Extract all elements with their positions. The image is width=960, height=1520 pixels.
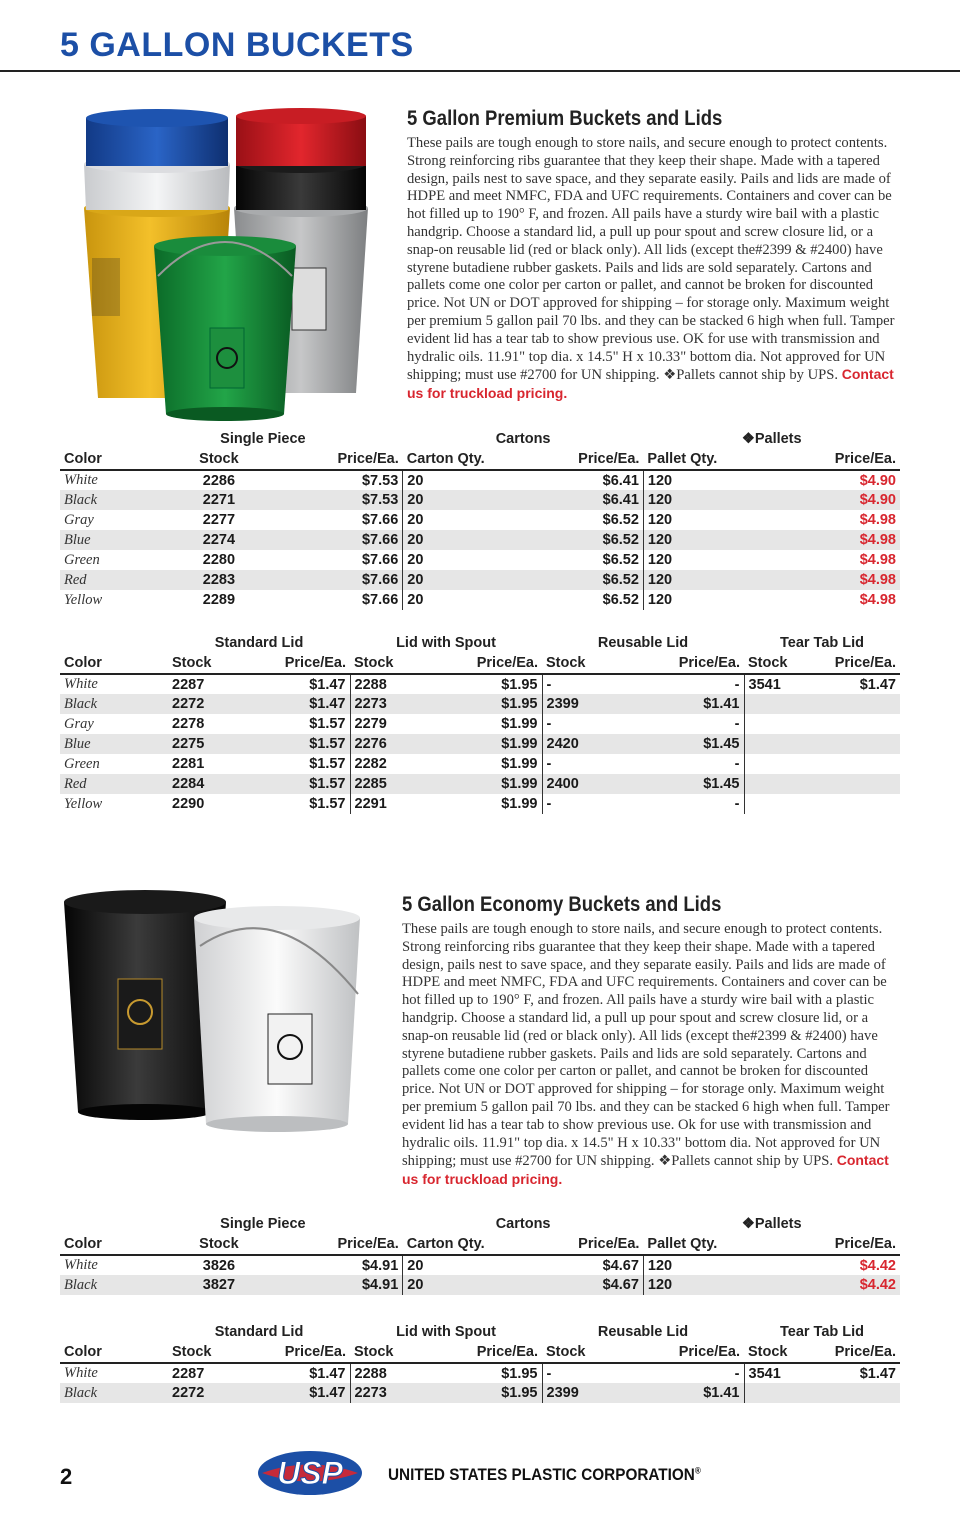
- cell-teartab-stock: 3541: [748, 1365, 781, 1382]
- col-carton-qty: Carton Qty.: [403, 1234, 517, 1255]
- cell-color: Black: [60, 1275, 162, 1295]
- cell-pallet-qty: 120: [647, 1257, 673, 1274]
- cell-price: $7.53: [276, 490, 403, 510]
- cell-std-price: $1.57: [248, 774, 350, 794]
- group-lid-with-spout: Lid with Spout: [396, 1323, 496, 1340]
- cell-pallet-qty: 120: [643, 570, 757, 590]
- cell-price: $4.91: [276, 1255, 403, 1275]
- cell-pallet-price: $4.90: [757, 490, 900, 510]
- cell-carton-qty: 20: [407, 592, 424, 608]
- cell-spout-stock: 2288: [354, 676, 387, 693]
- cell-stock: 2286: [202, 472, 236, 489]
- cell-reusable-stock: 2400: [542, 774, 628, 794]
- col-pallet-qty: Pallet Qty.: [643, 1234, 757, 1255]
- cell-carton-price: $6.41: [516, 490, 643, 510]
- cell-stock: 2271: [162, 490, 276, 510]
- col-std-price: Price/Ea.: [248, 1342, 350, 1363]
- cell-pallet-price: $4.98: [859, 592, 896, 608]
- cell-color: Black: [60, 694, 168, 714]
- page-title: 5 GALLON BUCKETS: [60, 26, 414, 64]
- cell-spout-price: $1.99: [430, 714, 542, 734]
- cell-spout-price: $1.99: [430, 734, 542, 754]
- cell-price: $7.66: [276, 550, 403, 570]
- group-pallets: ❖Pallets: [741, 1215, 802, 1232]
- table-row: [60, 1275, 900, 1295]
- cell-pallet-price: $4.98: [757, 530, 900, 550]
- cell-spout-price: $1.95: [430, 1363, 542, 1383]
- cell-teartab-price: [826, 1383, 900, 1403]
- cell-reusable-price: -: [628, 794, 744, 814]
- cell-carton-price: $6.52: [516, 510, 643, 530]
- cell-pallet-price: $4.98: [859, 512, 896, 528]
- cell-carton-qty: 20: [407, 472, 424, 489]
- cell-pallet-price: $4.90: [859, 472, 896, 489]
- table-row: [60, 674, 900, 694]
- cell-std-price: $1.57: [248, 734, 350, 754]
- group-tear-tab-lid: Tear Tab Lid: [779, 1323, 865, 1340]
- cell-color: White: [64, 472, 98, 488]
- col-spout-price: Price/Ea.: [430, 1342, 542, 1363]
- cell-std-stock: 2272: [168, 1383, 248, 1403]
- cell-carton-qty: 20: [403, 490, 517, 510]
- cell-std-price: $1.57: [248, 794, 350, 814]
- cell-spout-stock: 2279: [354, 716, 387, 732]
- group-standard-lid: Standard Lid: [214, 634, 304, 651]
- cell-spout-stock: 2282: [354, 756, 387, 772]
- cell-teartab-stock: 3541: [748, 676, 781, 693]
- group-reusable-lid: Reusable Lid: [597, 1323, 689, 1340]
- cell-price: $7.53: [276, 470, 403, 490]
- table-row: [60, 490, 900, 510]
- cell-std-price: $1.47: [248, 1363, 350, 1383]
- cell-spout-stock: 2285: [350, 774, 430, 794]
- cell-pallet-qty: 120: [647, 592, 673, 608]
- cell-std-stock: 2272: [168, 694, 248, 714]
- col-carton-price: Price/Ea.: [516, 1234, 643, 1255]
- table-row: [60, 510, 900, 530]
- col-teartab-stock: Stock: [744, 1342, 826, 1363]
- col-reusable-stock: Stock: [542, 653, 628, 674]
- cell-color: Blue: [60, 530, 162, 550]
- cell-pallet-qty: 120: [647, 552, 673, 568]
- cell-carton-price: $6.52: [516, 590, 643, 610]
- cell-stock: 2277: [202, 512, 236, 528]
- economy-description: [402, 921, 899, 1190]
- cell-std-stock: 2275: [168, 734, 248, 754]
- cell-carton-qty: 20: [403, 530, 517, 550]
- col-pallet-price: Price/Ea.: [757, 1234, 900, 1255]
- cell-pallet-price: $4.98: [757, 570, 900, 590]
- col-teartab-price: Price/Ea.: [826, 653, 900, 674]
- cell-color: White: [64, 1365, 98, 1381]
- cell-pallet-price: $4.42: [757, 1275, 900, 1295]
- cell-reusable-price: $1.41: [628, 1383, 744, 1403]
- cell-stock: 2280: [202, 552, 236, 568]
- cell-std-price: $1.47: [248, 1383, 350, 1403]
- col-color: Color: [60, 449, 162, 470]
- cell-reusable-stock: -: [546, 1365, 552, 1382]
- col-color: Color: [60, 653, 168, 674]
- economy-lid-rows: [60, 1363, 900, 1403]
- premium-contact-link[interactable]: Contact us for truckload pricing.: [407, 366, 894, 402]
- cell-pallet-price: $4.98: [859, 552, 896, 568]
- title-divider: [0, 70, 960, 72]
- cell-carton-price: $4.67: [516, 1255, 643, 1275]
- usp-logo-text: USP: [277, 1455, 343, 1491]
- cell-carton-qty: 20: [407, 1257, 424, 1274]
- premium-heading: 5 Gallon Premium Buckets and Lids: [407, 107, 723, 130]
- economy-bucket-table: [60, 1213, 900, 1295]
- cell-teartab-price: [826, 754, 900, 774]
- col-spout-price: Price/Ea.: [430, 653, 542, 674]
- cell-price: $4.91: [276, 1275, 403, 1295]
- cell-color: Black: [60, 1383, 168, 1403]
- cell-price: $7.66: [276, 530, 403, 550]
- cell-stock: 3827: [162, 1275, 276, 1295]
- table-row: [60, 530, 900, 550]
- cell-color: Green: [64, 755, 100, 772]
- group-standard-lid: Standard Lid: [214, 1323, 304, 1340]
- cell-reusable-stock: -: [546, 716, 552, 732]
- premium-description-text: These pails are tough enough to store nails, and secure enough to protect contents. Strong reinforcing ribs guarantee that they keep their shape. Made with a tapered design, pails nest to save space, and they separate easily. Pails and lids are made of HDPE and meet NMFC, FDA and UFC requirements. Containers and cover can be hot filled up to 190° F, and frozen. All pails have a sturdy wire bail with a plastic handgrip. Choose a standard lid, a pull up pour spout and screw closure lid, or a snap-on reusable lid (red or black only). All lids (except the#2399 & #2400) have styrene butadiene rubber gaskets. Pails and lids are sold separately. Cartons and pallets come one color per carton or pallet, and cannot be broken for discounted price. Not UN or DOT approved for shipping – for storage only. Maximum weight per premium 5 gallon pail 70 lbs. and they can be stacked 6 high when full. Tamper evident lid has a tear tab to show previous use. OK for use with transmission and hydralic oils. 11.91" top dia. x 14.5" H x 10.33" bottom dia. Not approved for UN shipping; must use #2700 for UN shipping. ❖Pallets cannot ship by UPS.: [407, 135, 895, 384]
- col-teartab-price: Price/Ea.: [826, 1342, 900, 1363]
- table-row: [60, 470, 900, 490]
- cell-spout-stock: 2288: [354, 1365, 387, 1382]
- company-name-text: UNITED STATES PLASTIC CORPORATION: [388, 1465, 695, 1484]
- cell-reusable-stock: 2420: [542, 734, 628, 754]
- table-row: [60, 1383, 900, 1403]
- col-std-price: Price/Ea.: [248, 653, 350, 674]
- cell-spout-stock: 2291: [354, 796, 387, 812]
- cell-stock: 2283: [162, 570, 276, 590]
- premium-bucket-rows: [60, 470, 900, 610]
- cell-pallet-qty: 120: [647, 512, 673, 528]
- cell-stock: 2274: [162, 530, 276, 550]
- cell-std-price: $1.47: [248, 694, 350, 714]
- cell-carton-qty: 20: [407, 552, 424, 568]
- premium-lid-table: [60, 632, 900, 814]
- cell-teartab-price: [826, 734, 900, 754]
- cell-spout-price: $1.95: [430, 694, 542, 714]
- cell-carton-qty: 20: [407, 512, 424, 528]
- company-name: [388, 1465, 701, 1485]
- cell-color: Yellow: [64, 591, 103, 608]
- table-row: [60, 714, 900, 734]
- group-cartons: Cartons: [495, 1215, 551, 1232]
- cell-teartab-stock: [744, 754, 826, 774]
- cell-teartab-price: $1.47: [859, 676, 896, 693]
- cell-reusable-price: $1.41: [628, 694, 744, 714]
- cell-color: White: [64, 676, 98, 692]
- economy-bucket-rows: [60, 1255, 900, 1295]
- col-reusable-price: Price/Ea.: [628, 653, 744, 674]
- cell-spout-stock: 2273: [350, 694, 430, 714]
- cell-color: Gray: [64, 715, 94, 732]
- economy-contact-link[interactable]: Contact us for truckload pricing.: [402, 1152, 889, 1188]
- cell-teartab-stock: [744, 714, 826, 734]
- cell-price: $7.66: [276, 510, 403, 530]
- cell-teartab-price: [826, 794, 900, 814]
- cell-reusable-stock: -: [546, 756, 552, 772]
- cell-spout-stock: 2273: [350, 1383, 430, 1403]
- table-row: [60, 774, 900, 794]
- col-pallet-price: Price/Ea.: [757, 449, 900, 470]
- group-lid-with-spout: Lid with Spout: [396, 634, 496, 651]
- table-row: [60, 1363, 900, 1383]
- cell-teartab-stock: [744, 694, 826, 714]
- table-row: [60, 754, 900, 774]
- cell-reusable-price: -: [628, 754, 744, 774]
- cell-pallet-qty: 120: [643, 490, 757, 510]
- group-tear-tab-lid: Tear Tab Lid: [779, 634, 865, 651]
- cell-color: Red: [60, 774, 168, 794]
- cell-carton-price: $6.52: [516, 570, 643, 590]
- cell-std-stock: 2287: [172, 676, 205, 693]
- cell-std-price: $1.47: [248, 674, 350, 694]
- col-std-stock: Stock: [168, 1342, 248, 1363]
- cell-reusable-stock: -: [546, 676, 552, 693]
- cell-reusable-price: -: [628, 674, 744, 694]
- cell-std-stock: 2284: [168, 774, 248, 794]
- col-color: Color: [60, 1234, 162, 1255]
- group-cartons: Cartons: [495, 430, 551, 447]
- trademark-mark: ®: [694, 1465, 701, 1476]
- group-single-piece: Single Piece: [220, 430, 306, 447]
- cell-spout-price: $1.99: [430, 794, 542, 814]
- cell-reusable-stock: 2399: [542, 1383, 628, 1403]
- cell-stock: 3826: [202, 1257, 236, 1274]
- cell-spout-price: $1.95: [430, 674, 542, 694]
- group-single-piece: Single Piece: [220, 1215, 306, 1232]
- economy-lid-table: [60, 1321, 900, 1403]
- economy-description-text: These pails are tough enough to store nails, and secure enough to protect contents. Strong reinforcing ribs guarantee that they keep their shape. Made with a tapered design, pails nest to save space, and they separate easily. Pails and lids are made of HDPE and meet NMFC, FDA and UFC requirements. Containers and cover can be hot filled up to 190° F, and frozen. All pails have a sturdy wire bail with a plastic handgrip. Choose a standard lid, a pull up pour spout and screw closure lid, or a snap-on reusable lid (red or black only). All lids (except the#2399 & #2400) have styrene butadiene rubber gaskets. Pails and lids are sold separately. Cartons and pallets come one color per carton or pallet, and cannot be broken for discounted price. Not UN or DOT approved for shipping – for storage only. Maximum weight per premium 5 gallon pail 70 lbs. and they can be stacked 6 high when full. Tamper evident lid has a tear tab to show previous use. Ok for use with transmission and hydralic oils. 11.91" top dia. x 14.5" H x 10.33" bottom dia. Not approved for UN shipping; must use #2700 for UN shipping. ❖Pallets cannot ship by UPS.: [402, 921, 890, 1170]
- cell-std-stock: 2278: [172, 716, 205, 732]
- cell-color: Gray: [64, 511, 94, 528]
- cell-spout-stock: 2276: [350, 734, 430, 754]
- table-row: [60, 694, 900, 714]
- col-price: Price/Ea.: [276, 1234, 403, 1255]
- col-stock: Stock: [162, 1234, 276, 1255]
- cell-pallet-qty: 120: [643, 530, 757, 550]
- cell-std-price: $1.57: [248, 714, 350, 734]
- economy-heading: 5 Gallon Economy Buckets and Lids: [402, 893, 722, 916]
- cell-teartab-price: [826, 694, 900, 714]
- cell-reusable-price: -: [628, 714, 744, 734]
- col-std-stock: Stock: [168, 653, 248, 674]
- table-row: [60, 1255, 900, 1275]
- cell-stock: 2289: [202, 592, 236, 608]
- cell-spout-price: $1.99: [430, 774, 542, 794]
- table-row: [60, 550, 900, 570]
- group-pallets: ❖Pallets: [741, 430, 802, 447]
- cell-reusable-price: -: [628, 1363, 744, 1383]
- cell-color: White: [64, 1257, 98, 1273]
- cell-teartab-price: [826, 714, 900, 734]
- premium-buckets-photo: [80, 108, 380, 423]
- col-reusable-price: Price/Ea.: [628, 1342, 744, 1363]
- col-color: Color: [60, 1342, 168, 1363]
- group-reusable-lid: Reusable Lid: [597, 634, 689, 651]
- cell-carton-price: $6.52: [516, 530, 643, 550]
- cell-std-stock: 2281: [172, 756, 205, 772]
- premium-lid-rows: [60, 674, 900, 814]
- cell-std-stock: 2287: [172, 1365, 205, 1382]
- cell-carton-qty: 20: [403, 1275, 517, 1295]
- cell-std-stock: 2290: [172, 796, 205, 812]
- cell-color: Blue: [60, 734, 168, 754]
- col-pallet-qty: Pallet Qty.: [643, 449, 757, 470]
- col-spout-stock: Stock: [350, 1342, 430, 1363]
- col-spout-stock: Stock: [350, 653, 430, 674]
- cell-reusable-price: $1.45: [628, 774, 744, 794]
- cell-teartab-price: [826, 774, 900, 794]
- cell-carton-price: $6.41: [516, 470, 643, 490]
- col-teartab-stock: Stock: [744, 653, 826, 674]
- cell-reusable-price: $1.45: [628, 734, 744, 754]
- table-row: [60, 590, 900, 610]
- cell-teartab-stock: [744, 734, 826, 754]
- cell-teartab-stock: [744, 774, 826, 794]
- cell-teartab-price: $1.47: [859, 1365, 896, 1382]
- cell-color: Black: [60, 490, 162, 510]
- col-reusable-stock: Stock: [542, 1342, 628, 1363]
- col-price: Price/Ea.: [276, 449, 403, 470]
- cell-color: Red: [60, 570, 162, 590]
- table-row: [60, 570, 900, 590]
- cell-color: Yellow: [64, 795, 103, 812]
- page-number: 2: [60, 1464, 73, 1489]
- col-stock: Stock: [162, 449, 276, 470]
- cell-price: $7.66: [276, 590, 403, 610]
- premium-bucket-table: [60, 428, 900, 610]
- col-carton-qty: Carton Qty.: [403, 449, 517, 470]
- cell-carton-price: $6.52: [516, 550, 643, 570]
- cell-pallet-price: $4.42: [859, 1257, 896, 1274]
- cell-carton-price: $4.67: [516, 1275, 643, 1295]
- cell-pallet-qty: 120: [643, 1275, 757, 1295]
- cell-carton-qty: 20: [403, 570, 517, 590]
- table-row: [60, 794, 900, 814]
- premium-description: [407, 135, 904, 404]
- economy-buckets-photo: [60, 884, 370, 1134]
- table-row: [60, 734, 900, 754]
- cell-pallet-qty: 120: [647, 472, 673, 489]
- cell-reusable-stock: -: [546, 796, 552, 812]
- cell-spout-price: $1.95: [430, 1383, 542, 1403]
- cell-reusable-stock: 2399: [542, 694, 628, 714]
- cell-teartab-stock: [744, 1383, 826, 1403]
- usp-logo: [256, 1448, 368, 1498]
- cell-teartab-stock: [744, 794, 826, 814]
- cell-spout-price: $1.99: [430, 754, 542, 774]
- cell-color: Green: [64, 551, 100, 568]
- cell-price: $7.66: [276, 570, 403, 590]
- cell-std-price: $1.57: [248, 754, 350, 774]
- col-carton-price: Price/Ea.: [516, 449, 643, 470]
